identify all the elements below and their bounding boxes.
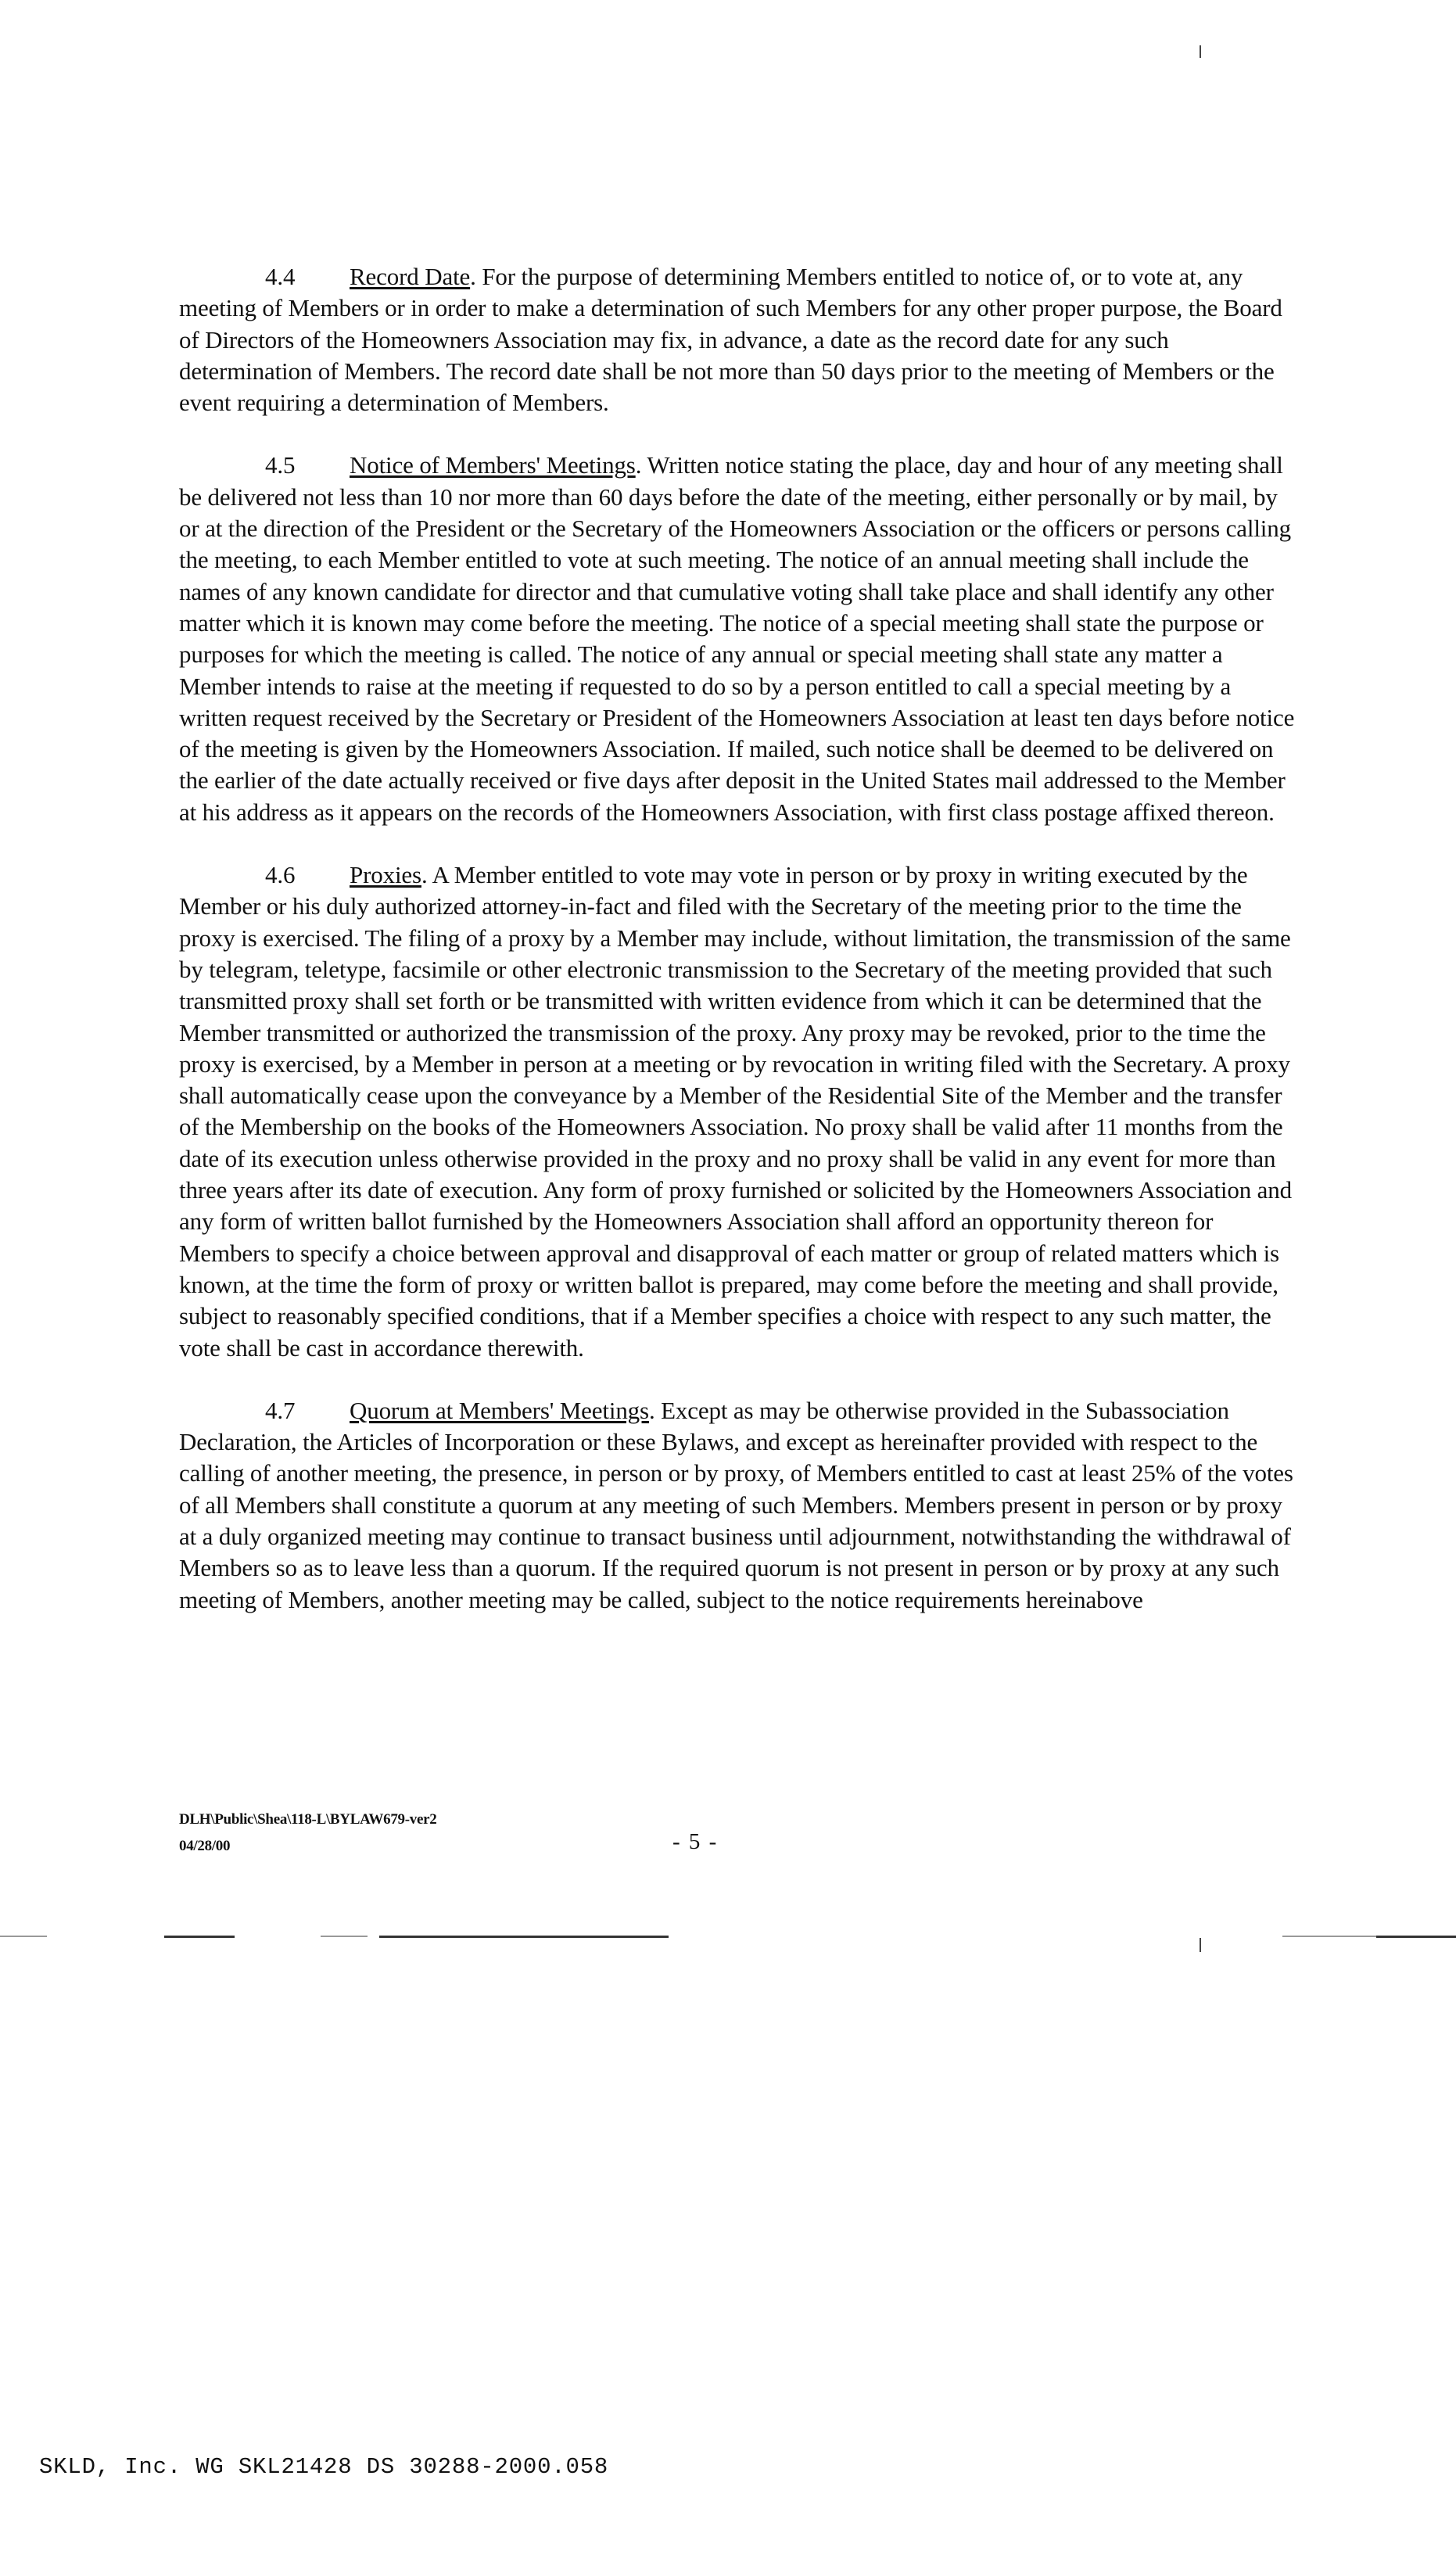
section-number: 4.4 <box>265 263 296 290</box>
section-number: 4.7 <box>265 1396 296 1424</box>
scan-mark-top <box>1200 45 1201 58</box>
scan-rule-left <box>0 1936 47 1937</box>
scan-mark-bottom <box>1200 1938 1201 1952</box>
section-4-7 <box>179 1395 1299 1616</box>
footer-file-info <box>179 1807 436 1860</box>
section-heading: Notice of Members' Meetings <box>350 451 636 479</box>
section-number: 4.5 <box>265 451 296 479</box>
scan-rule-segment <box>164 1936 235 1938</box>
footer-date: 04/28/00 <box>179 1838 231 1854</box>
section-text: . For the purpose of determining Members entitled to notice of, or to vote at, any meeting of Members or in order to make a determination of such Members for any other proper purpose, the Board of Directors of the Homeowners Association may fix, in advance, a date as the record date for any such determination of Members. The record date shall be not more than 50 days prior to the meeting of Members or the event requiring a determination of Members. <box>179 263 1282 417</box>
section-4-6 <box>179 859 1299 1364</box>
section-heading: Quorum at Members' Meetings <box>350 1396 649 1424</box>
section-text: . Written notice stating the place, day and hour of any meeting shall be delivered not less than 10 nor more than 60 days before the date of the meeting, either personally or by mail, by or at the direction of the President or the Secretary of the Homeowners Association or the officers or persons calling the meeting, to each Member entitled to vote at such meeting. The notice of an annual meeting shall include the names of any known candidate for director and that cumulative voting shall take place and shall identify any other matter which it is known may come before the meeting. The notice of a special meeting shall state the purpose or purposes for which the meeting is called. The notice of any annual or special meeting shall state any matter a Member intends to raise at the meeting if requested to do so by a person entitled to call a special meeting by a written request received by the Secretary or President of the Homeowners Association at least ten days before notice of the meeting is given by the Homeowners Association. If mailed, such notice shall be deemed to be delivered on the earlier of the date actually received or five days after deposit in the United States mail addressed to the Member at his address as it appears on the records of the Homeowners Association, with first class postage affixed thereon. <box>179 451 1295 826</box>
section-4-5 <box>179 450 1299 828</box>
section-text: . A Member entitled to vote may vote in person or by proxy in writing executed by the Member or his duly authorized attorney-in-fact and filed with the Secretary of the meeting prior to the time the proxy is exercised. The filing of a proxy by a Member may include, without limitation, the transmission of the same by telegram, teletype, facsimile or other electronic transmission to the Secretary of the meeting provided that such transmitted proxy shall set forth or be transmitted with written evidence from which it can be determined that the Member transmitted or authorized the transmission of the proxy. Any proxy may be revoked, prior to the time the proxy is exercised, by a Member in person at a meeting or by revocation in writing filed with the Secretary. A proxy shall automatically cease upon the conveyance by a Member of the Residential Site of the Member and the transfer of the Membership on the books of the Homeowners Association. No proxy shall be valid after 11 months from the date of its execution unless otherwise provided in the proxy and no proxy shall be valid in any event for more than three years after its date of execution. Any form of proxy furnished or solicited by the Homeowners Association and any form of written ballot furnished by the Homeowners Association shall afford an opportunity thereon for Members to specify a choice between approval and disapproval of each matter or group of related matters which is known, at the time the form of proxy or written ballot is prepared, may come before the meeting and shall provide, subject to reasonably specified conditions, that if a Member specifies a choice with respect to any such matter, the vote shall be cast in accordance therewith. <box>179 861 1292 1362</box>
scan-rule-segment <box>379 1936 669 1938</box>
document-body <box>179 261 1299 1647</box>
page-number: - 5 - <box>672 1829 719 1854</box>
section-4-4 <box>179 261 1299 418</box>
document-id: SKLD, Inc. WG SKL21428 DS 30288-2000.058 <box>39 2454 609 2480</box>
scan-rule-segment <box>1282 1936 1376 1937</box>
scan-rule-right <box>1376 1936 1456 1938</box>
footer-file-path: DLH\Public\Shea\118-L\BYLAW679-ver2 <box>179 1811 437 1828</box>
section-text: . Except as may be otherwise provided in the Subassociation Declaration, the Articles of Incorporation or these Bylaws, and except as hereinafter provided with respect to the calling of another meeting, the presence, in person or by proxy, of Members entitled to cast at least 25% of the votes of all Members shall constitute a quorum at any meeting of such Members. Members present in person or by proxy at a duly organized meeting may continue to transact business until adjournment, notwithstanding the withdrawal of Members so as to leave less than a quorum. If the required quorum is not present in person or by proxy at any such meeting of Members, another meeting may be called, subject to the notice requirements hereinabove <box>179 1396 1293 1613</box>
section-heading: Record Date <box>350 263 471 290</box>
scan-rule-segment <box>321 1936 368 1937</box>
section-heading: Proxies <box>350 861 421 889</box>
section-number: 4.6 <box>265 861 296 889</box>
